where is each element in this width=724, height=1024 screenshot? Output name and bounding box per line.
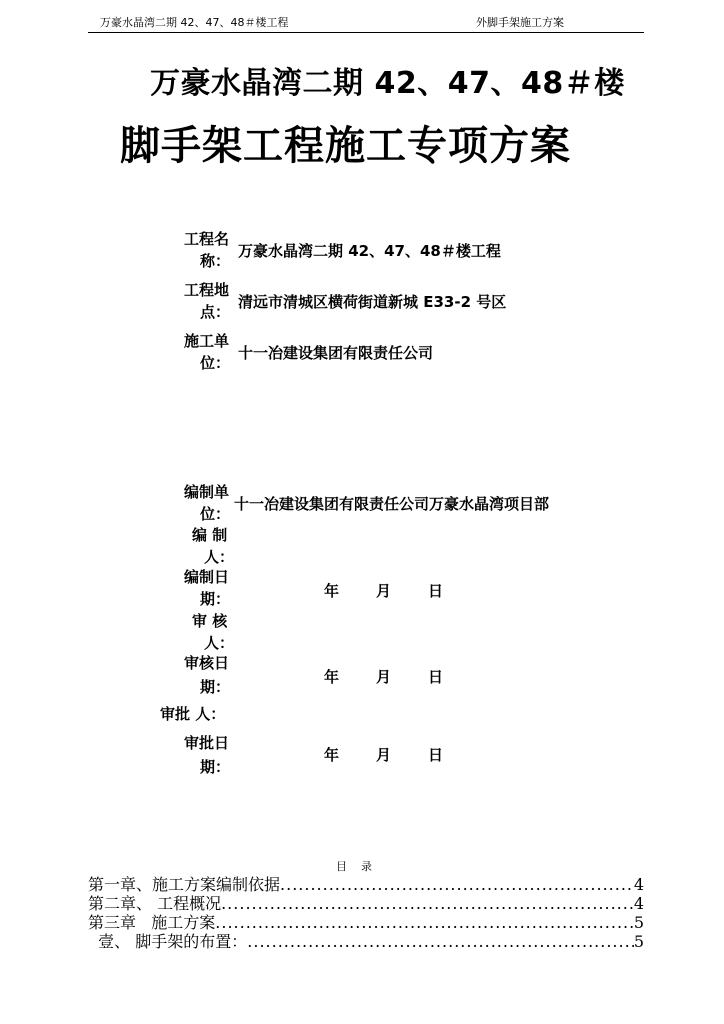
approve-date-year: 年	[324, 746, 340, 764]
toc-leader-dots	[280, 875, 634, 894]
location-value: 清远市清城区横荷街道新城 E33-2 号区	[238, 293, 507, 311]
reviewer-label-1: 审 核	[192, 612, 228, 630]
toc-item[interactable]	[88, 932, 644, 951]
toc-item[interactable]	[88, 894, 644, 913]
approver-label: 审批 人：	[160, 705, 226, 723]
location-label-1: 工程地	[184, 281, 230, 299]
document-title-line2: 脚手架工程施工专项方案	[120, 123, 571, 169]
toc-item-page: 5	[633, 913, 644, 932]
toc-item-page: 5	[633, 932, 644, 951]
toc-item[interactable]	[88, 875, 644, 894]
toc-item-label: 第二章、 工程概况	[88, 894, 222, 913]
project-name-value: 万豪水晶湾二期 42、47、48＃楼工程	[238, 242, 501, 260]
contractor-label-2: 位：	[200, 354, 231, 372]
prep-date-month: 月	[376, 582, 392, 600]
project-name-label-1: 工程名	[184, 230, 230, 248]
toc-item-label: 第一章、施工方案编制依据	[88, 875, 281, 894]
toc-leader-dots	[247, 932, 634, 951]
toc-leader-dots	[221, 894, 634, 913]
contractor-value: 十一冶建设集团有限责任公司	[238, 344, 434, 362]
toc-item-page: 4	[633, 875, 644, 894]
prep-date-label-1: 编制日	[184, 568, 230, 586]
prep-date-label-2: 期：	[200, 590, 231, 608]
approve-date-month: 月	[376, 746, 392, 764]
toc-leader-dots	[215, 913, 634, 932]
review-date-month: 月	[376, 668, 392, 686]
approve-date-label-1: 审批日	[184, 734, 230, 752]
toc-item[interactable]	[88, 913, 644, 932]
toc-item-page: 4	[633, 894, 644, 913]
prep-date-day: 日	[428, 582, 444, 600]
prep-unit-label-2: 位：	[200, 505, 231, 523]
review-date-year: 年	[324, 668, 340, 686]
reviewer-label-2: 人：	[204, 634, 235, 652]
running-header-left: 万豪水晶湾二期 42、47、48＃楼工程	[100, 16, 289, 29]
running-header-right: 外脚手架施工方案	[476, 16, 564, 29]
contractor-label-1: 施工单	[184, 332, 230, 350]
prep-date-year: 年	[324, 582, 340, 600]
preparer-label-1: 编 制	[192, 526, 228, 544]
toc-item-label: 壹、 脚手架的布置：	[88, 932, 248, 951]
approve-date-label-2: 期：	[200, 758, 231, 776]
review-date-day: 日	[428, 668, 444, 686]
toc-heading: 目 录	[336, 860, 372, 873]
preparer-label-2: 人：	[204, 548, 235, 566]
document-title-line1: 万豪水晶湾二期 42、47、48＃楼	[150, 66, 625, 101]
prep-unit-label-1: 编制单	[184, 483, 230, 501]
review-date-label-1: 审核日	[184, 654, 230, 672]
approve-date-day: 日	[428, 746, 444, 764]
header-divider	[88, 32, 644, 33]
toc-item-label: 第三章 施工方案	[88, 913, 216, 932]
review-date-label-2: 期：	[200, 678, 231, 696]
location-label-2: 点：	[200, 303, 231, 321]
prep-unit-value: 十一冶建设集团有限责任公司万豪水晶湾项目部	[234, 495, 550, 513]
project-name-label-2: 称：	[200, 252, 231, 270]
